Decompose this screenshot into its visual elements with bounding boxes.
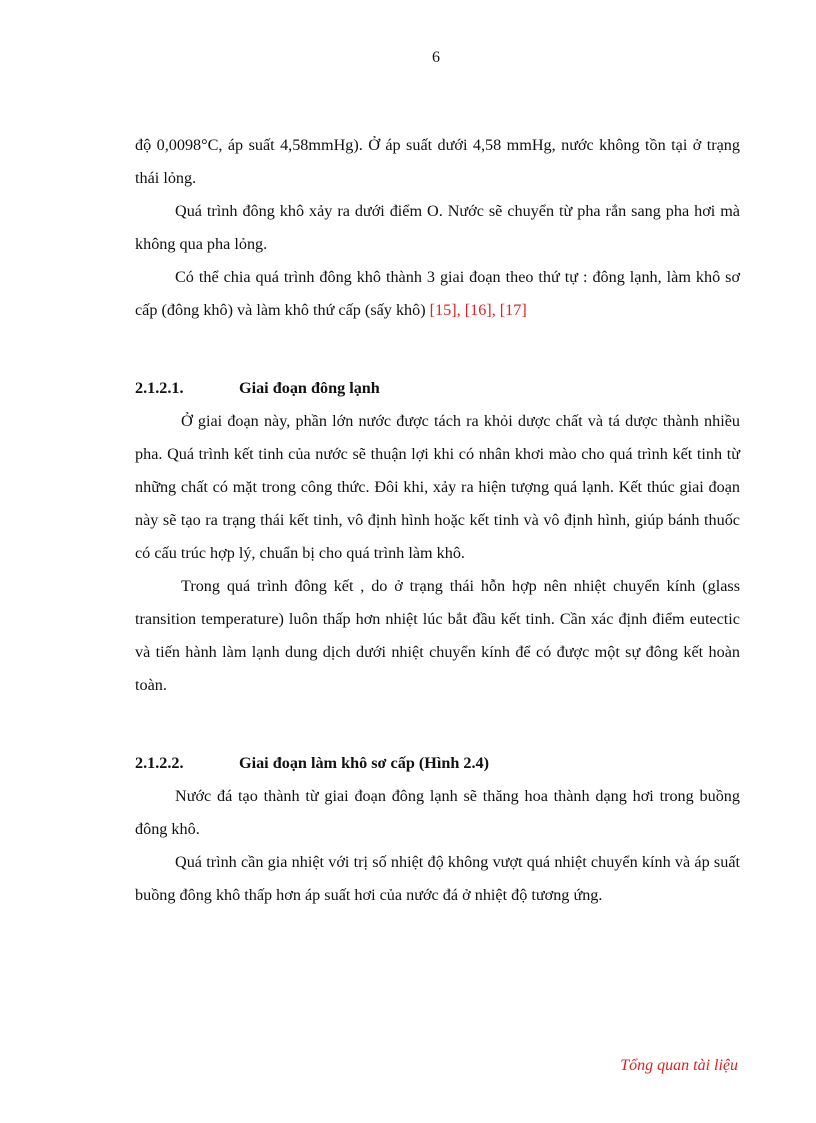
paragraph-freezing-1: Ở giai đoạn này, phần lớn nước được tách ra khỏi dược chất và tá dược thành nhiều pha. Quá trình kết tinh của nước sẽ thuận lợi khi có nhân khơi mào cho quá trình kết tinh từ những chất có mặt trong công thức. Đôi khi, xảy ra hiện tượng quá lạnh. Kết thúc giai đoạn này sẽ tạo ra trạng thái kết tinh, vô định hình hoặc kết tinh và vô định hình, giúp bánh thuốc có cấu trúc hợp lý, chuẩn bị cho quá trình làm khô. [135, 412, 740, 562]
paragraph-stages [135, 261, 740, 327]
paragraph-sublimation: Quá trình đông khô xảy ra dưới điểm O. Nước sẽ chuyển từ pha rắn sang pha hơi mà không qua pha lỏng. [135, 202, 740, 253]
section-number: 2.1.2.1. [135, 379, 184, 397]
section-heading-freezing [135, 372, 740, 405]
paragraph-stages-text: Có thể chia quá trình đông khô thành 3 giai đoạn theo thứ tự : đông lạnh, làm khô sơ cấp (đông khô) và làm khô thứ cấp (sấy khô) [135, 268, 740, 319]
section-heading-primary-drying [135, 747, 740, 780]
footer-section-label: Tổng quan tài liệu [620, 1057, 738, 1074]
paragraph-continued: độ 0,0098°C, áp suất 4,58mmHg). Ở áp suất dưới 4,58 mmHg, nước không tồn tại ở trạng thái lỏng. [135, 136, 740, 187]
spacer [135, 327, 740, 360]
section-title: Giai đoạn làm khô sơ cấp (Hình 2.4) [239, 754, 490, 772]
section-number: 2.1.2.2. [135, 754, 184, 772]
section-title: Giai đoạn đông lạnh [239, 379, 380, 397]
paragraph-primary-drying-2: Quá trình cần gia nhiệt với trị số nhiệt độ không vượt quá nhiệt chuyển kính và áp suất buồng đông khô thấp hơn áp suất hơi của nước đá ở nhiệt độ tương ứng. [135, 853, 740, 904]
paragraph-primary-drying-1: Nước đá tạo thành từ giai đoạn đông lạnh sẽ thăng hoa thành dạng hơi trong buồng đông khô. [135, 787, 740, 838]
paragraph-freezing-2: Trong quá trình đông kết , do ở trạng thái hỗn hợp nên nhiệt chuyển kính (glass transition temperature) luôn thấp hơn nhiệt lúc bắt đầu kết tinh. Cần xác định điểm eutectic và tiến hành làm lạnh dung dịch dưới nhiệt chuyển kính để có được một sự đông kết hoàn toàn. [135, 577, 740, 694]
reference-link[interactable]: [15], [16], [17] [429, 301, 527, 319]
page-body [135, 129, 740, 912]
page-number: 6 [432, 49, 440, 66]
spacer [135, 702, 740, 735]
